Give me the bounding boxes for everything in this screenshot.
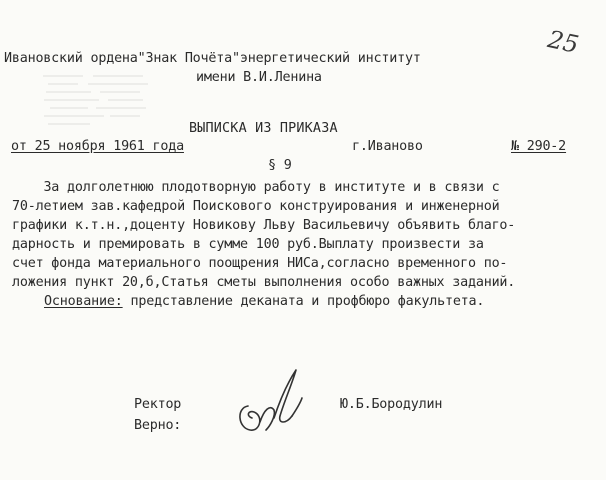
basis-line [44,294,484,310]
body-line: ложения пункт 20,б,Статья сметы выполнения особо важных заданий. [12,275,516,290]
basis-text: представление деканата и профбюро факультета. [122,294,485,309]
body-line: графики к.т.н.,доценту Новикову Льву Васильевичу объявить благо- [12,218,516,233]
institute-name: Ивановский ордена"Знак Почёта"энергетический институт [4,51,421,66]
body-line: счет фонда материального поощрения НИСа,согласно временного по- [12,256,508,271]
rector-name: Ю.Б.Бородулин [340,397,443,412]
section-mark: § 9 [268,158,292,173]
margin-handwritten-number: 25 [545,25,582,59]
rector-label: Ректор [134,397,182,412]
verified-label: Верно: [134,418,182,433]
body-line: 70-летием зав.кафедрой Поискового конструирования и инженерной [12,199,500,214]
order-date: от 25 ноября 1961 года [11,139,184,154]
body-line: дарность и премировать в сумме 100 руб.Выплату произвести за [12,237,484,252]
order-number: № 290-2 [511,139,567,154]
bleed-through-mark [38,70,168,128]
body-line: За долголетнюю плодотворную работу в институте и в связи с [12,180,500,195]
handwritten-signature [230,360,310,440]
basis-label: Основание: [44,294,123,309]
order-city: г.Иваново [352,139,423,154]
document-title: ВЫПИСКА ИЗ ПРИКАЗА [189,121,338,136]
institute-name-line2: имени В.И.Ленина [196,70,322,85]
